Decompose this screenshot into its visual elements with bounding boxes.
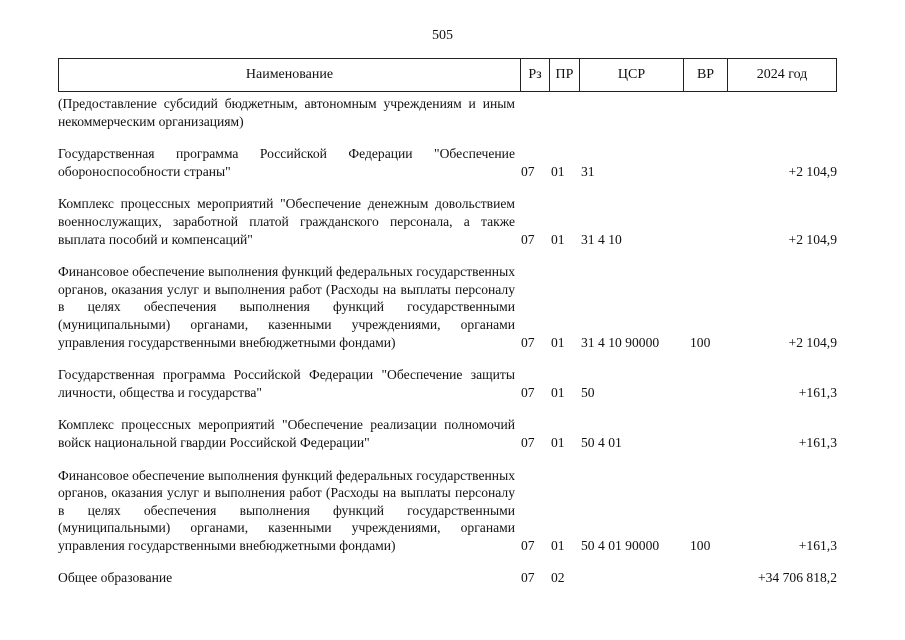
table-body xyxy=(58,95,837,602)
header-vr: ВР xyxy=(683,59,727,91)
table-row xyxy=(58,145,837,180)
row-name: Государственная программа Российской Федерации "Обеспечение обороноспособности страны" xyxy=(58,146,515,179)
row-pr: 01 xyxy=(551,163,565,179)
row-rz: 07 xyxy=(521,384,535,400)
page-number: 505 xyxy=(432,28,453,43)
row-value: +161,3 xyxy=(798,434,837,450)
row-value: +34 706 818,2 xyxy=(757,570,837,586)
row-csr: 50 4 01 90000 xyxy=(581,537,660,553)
row-value: +161,3 xyxy=(798,537,837,553)
row-rz: 07 xyxy=(521,163,535,179)
row-value: +2 104,9 xyxy=(788,163,837,179)
row-rz: 07 xyxy=(521,334,535,350)
row-name: Финансовое обеспечение выполнения функций федеральных государственных органов, оказания услуг и выполнения работ (Расходы на выплаты персоналу в целях обеспечения выполнения функций государственными (муниципальными) органами, казенными учреждениями, органами управления государственными внебюджетными фондами) xyxy=(58,467,515,553)
row-rz: 07 xyxy=(521,570,535,586)
table-row xyxy=(58,366,837,401)
table-row xyxy=(58,95,837,130)
header-year: 2024 год xyxy=(727,59,836,91)
row-csr: 50 4 01 xyxy=(581,434,622,450)
row-name: (Предоставление субсидий бюджетным, автономным учреждениям и иным некоммерческим организациям) xyxy=(58,96,515,129)
row-value: +161,3 xyxy=(798,384,837,400)
row-vr: 100 xyxy=(690,537,711,553)
row-rz: 07 xyxy=(521,231,535,247)
row-pr: 01 xyxy=(551,434,565,450)
row-name: Комплекс процессных мероприятий "Обеспечение денежным довольствием военнослужащих, заработной платой гражданского персонала, а также выплата пособий и компенсаций" xyxy=(58,196,515,247)
header-rz: Рз xyxy=(520,59,549,91)
row-pr: 01 xyxy=(551,537,565,553)
table-row xyxy=(58,195,837,248)
row-pr: 01 xyxy=(551,384,565,400)
row-csr: 31 4 10 90000 xyxy=(581,334,660,350)
row-name: Финансовое обеспечение выполнения функций федеральных государственных органов, оказания услуг и выполнения работ (Расходы на выплаты персоналу в целях обеспечения выполнения функций государственными (муниципальными) органами, казенными учреждениями, органами управления государственными внебюджетными фондами) xyxy=(58,264,515,350)
header-name: Наименование xyxy=(245,67,334,82)
row-rz: 07 xyxy=(521,434,535,450)
header-pr: ПР xyxy=(549,59,579,91)
header-csr: ЦСР xyxy=(579,59,683,91)
row-name: Комплекс процессных мероприятий "Обеспечение реализации полномочий войск национальной гвардии Российской Федерации" xyxy=(58,417,515,450)
row-pr: 01 xyxy=(551,231,565,247)
table-row xyxy=(58,569,837,587)
row-rz: 07 xyxy=(521,537,535,553)
row-value: +2 104,9 xyxy=(788,334,837,350)
row-pr: 02 xyxy=(551,570,565,586)
row-name: Общее образование xyxy=(58,570,173,586)
table-row xyxy=(58,263,837,351)
row-name: Государственная программа Российской Федерации "Обеспечение защиты личности, общества и государства" xyxy=(58,367,515,400)
row-value: +2 104,9 xyxy=(788,231,837,247)
table-row xyxy=(58,416,837,451)
row-csr: 31 4 10 xyxy=(581,231,622,247)
row-csr: 50 xyxy=(581,384,595,400)
row-pr: 01 xyxy=(551,334,565,350)
table-header xyxy=(58,58,837,92)
row-csr: 31 xyxy=(581,163,595,179)
row-vr: 100 xyxy=(690,334,711,350)
table-row xyxy=(58,467,837,555)
